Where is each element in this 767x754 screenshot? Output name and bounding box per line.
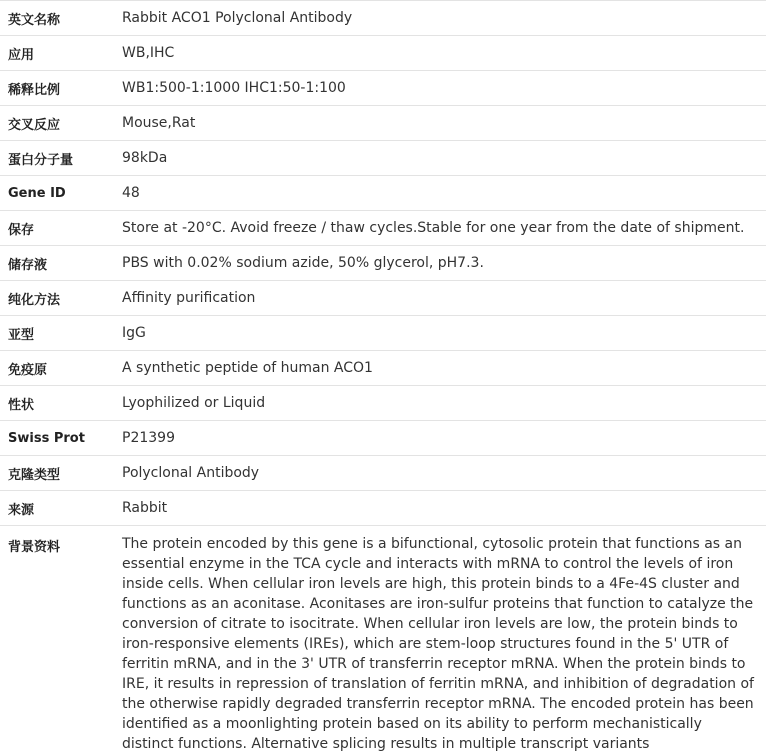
spec-value: P21399 — [122, 430, 175, 446]
spec-row-purification — [0, 281, 766, 316]
spec-label: Gene ID — [8, 185, 66, 201]
spec-label: 储存液 — [8, 257, 48, 273]
spec-row-immunogen — [0, 351, 766, 386]
spec-row-storage — [0, 211, 766, 246]
spec-label: 英文名称 — [8, 12, 61, 28]
spec-value: 48 — [122, 185, 140, 201]
spec-value: Rabbit — [122, 500, 168, 516]
spec-label: 蛋白分子量 — [8, 152, 74, 168]
spec-row-storage-buffer — [0, 246, 766, 281]
spec-label: 背景资料 — [8, 540, 61, 555]
spec-row-swiss-prot — [0, 421, 766, 456]
spec-label: 亚型 — [8, 327, 35, 343]
spec-label: 性状 — [8, 397, 35, 413]
spec-value: 98kDa — [122, 150, 168, 166]
spec-label: 纯化方法 — [8, 292, 61, 308]
spec-value: Store at -20°C. Avoid freeze / thaw cycles.Stable for one year from the date of shipment. — [122, 220, 745, 236]
spec-value-background: The protein encoded by this gene is a bifunctional, cytosolic protein that functions as an essential enzyme in the TCA cycle and interacts with mRNA to control the levels of iron inside cells. When cellular iron levels are high, this protein binds to a 4Fe-4S cluster and functions as an aconitase. Aconitases are iron-sulfur proteins that function to catalyze the conversion of citrate to isocitrate. When cellular iron levels are low, the protein binds to iron-responsive elements (IREs), which are stem-loop structures found in the 5' UTR of ferritin mRNA, and in the 3' UTR of transferrin receptor mRNA. When the protein binds to IRE, it results in repression of translation of ferritin mRNA, and inhibition of degradation of the otherwise rapidly degraded transferrin receptor mRNA. The encoded protein has been identified as a moonlighting protein based on its ability to perform mechanistically distinct functions. Alternative splicing results in multiple transcript variants — [122, 536, 754, 752]
spec-value: Mouse,Rat — [122, 115, 196, 131]
spec-row-cross-reactivity — [0, 106, 766, 141]
spec-label: 来源 — [8, 502, 35, 518]
spec-value: A synthetic peptide of human ACO1 — [122, 360, 373, 376]
spec-value: PBS with 0.02% sodium azide, 50% glycerol, pH7.3. — [122, 255, 484, 271]
spec-row-clonality — [0, 456, 766, 491]
spec-value: WB,IHC — [122, 45, 175, 61]
spec-row-dilution — [0, 71, 766, 106]
spec-label: 克隆类型 — [8, 467, 61, 483]
spec-value: Lyophilized or Liquid — [122, 395, 266, 411]
spec-value: Polyclonal Antibody — [122, 465, 260, 481]
spec-label: 交叉反应 — [8, 117, 61, 133]
spec-row-isotype — [0, 316, 766, 351]
spec-label: 稀释比例 — [8, 82, 61, 98]
spec-label: 保存 — [8, 222, 35, 238]
spec-value: WB1:500-1:1000 IHC1:50-1:100 — [122, 80, 346, 96]
spec-value: Affinity purification — [122, 290, 256, 306]
spec-row-host — [0, 491, 766, 526]
spec-row-form — [0, 386, 766, 421]
spec-row-background — [0, 526, 766, 754]
spec-label: Swiss Prot — [8, 430, 85, 446]
spec-label: 免疫原 — [8, 362, 48, 378]
spec-label: 应用 — [8, 47, 35, 63]
spec-value: IgG — [122, 325, 146, 341]
spec-row-english-name — [0, 1, 766, 36]
spec-row-gene-id — [0, 176, 766, 211]
spec-row-application — [0, 36, 766, 71]
spec-value: Rabbit ACO1 Polyclonal Antibody — [122, 10, 353, 26]
spec-row-molecular-weight — [0, 141, 766, 176]
